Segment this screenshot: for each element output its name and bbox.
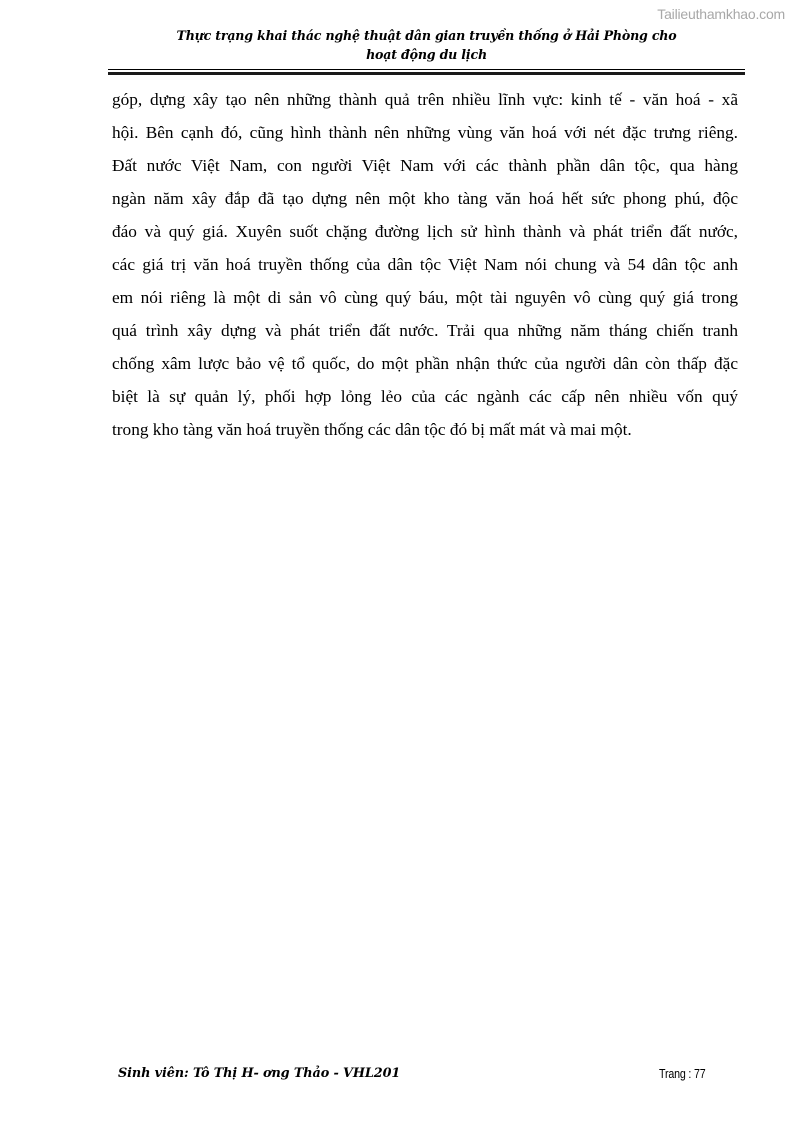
watermark-text: Tailieuthamkhao.com	[657, 6, 785, 22]
body-line: ngàn năm xây đắp đã tạo dựng nên một kho tàng văn hoá hết sức phong phú, độc	[112, 189, 738, 208]
body-line: các giá trị văn hoá truyền thống của dân tộc Việt Nam nói chung và 54 dân tộc anh	[112, 255, 738, 274]
body-line: góp, dựng xây tạo nên những thành quả trên nhiều lĩnh vực: kinh tế - văn hoá - xã	[112, 90, 738, 109]
body-line: quá trình xây dựng và phát triển đất nước. Trải qua những năm tháng chiến tranh	[112, 321, 738, 340]
body-line: đáo và quý giá. Xuyên suốt chặng đường lịch sử hình thành và phát triển đất nước,	[112, 222, 738, 241]
body-line: trong kho tàng văn hoá truyền thống các dân tộc đó bị mất mát và mai một.	[112, 420, 632, 439]
header-divider-thick-line	[108, 72, 745, 75]
running-header-title	[108, 26, 745, 64]
header-title-line-1: Thực trạng khai thác nghệ thuật dân gian truyền thống ở Hải Phòng cho	[176, 28, 677, 43]
header-divider-thin-line	[108, 69, 745, 70]
body-line: hội. Bên cạnh đó, cũng hình thành nên những vùng văn hoá với nét đặc trưng riêng.	[112, 123, 738, 142]
body-line: em nói riêng là một di sản vô cùng quý báu, một tài nguyên vô cùng quý giá trong	[112, 288, 738, 307]
body-line: biệt là sự quản lý, phối hợp lỏng lẻo của các ngành các cấp nên nhiều vốn quý	[112, 387, 738, 406]
body-line: chống xâm lược bảo vệ tổ quốc, do một phần nhận thức của người dân còn thấp đặc	[112, 354, 738, 373]
body-line: Đất nước Việt Nam, con người Việt Nam với các thành phần dân tộc, qua hàng	[112, 156, 738, 175]
footer-author: Sinh viên: Tô Thị H- ơng Thảo - VHL201	[118, 1066, 401, 1081]
footer-page-number: Trang : 77	[659, 1066, 706, 1081]
header-divider	[108, 69, 745, 76]
body-paragraph	[112, 83, 738, 446]
header-title-line-2: hoạt động du lịch	[366, 47, 487, 62]
